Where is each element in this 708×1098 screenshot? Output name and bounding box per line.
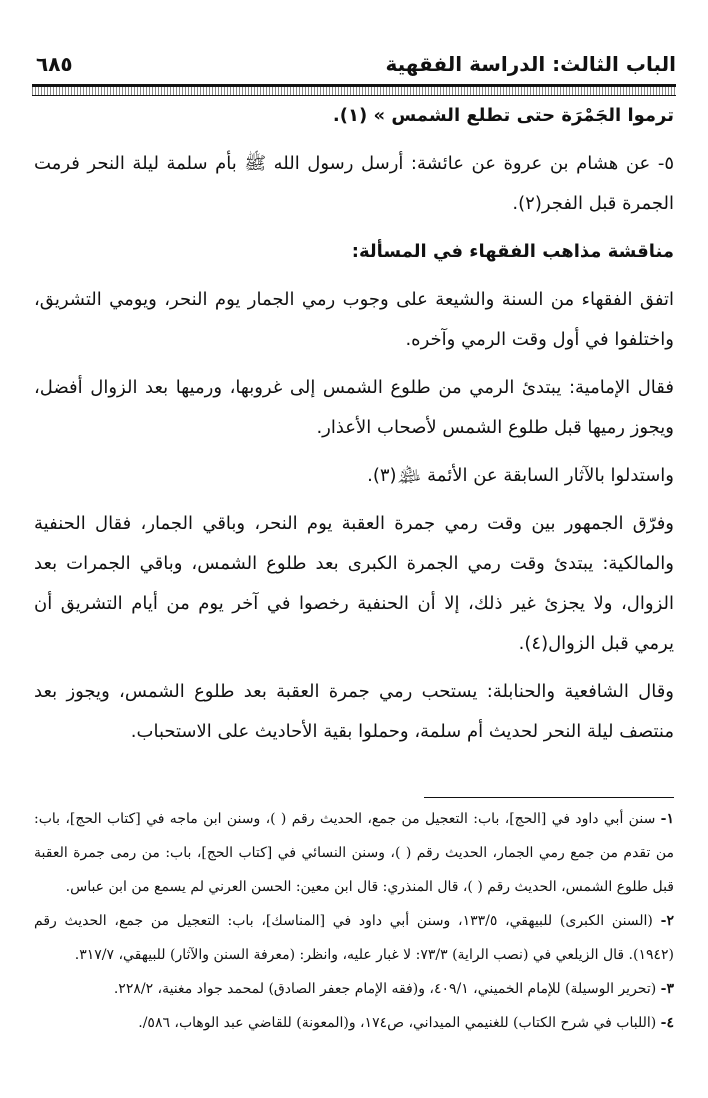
footnote-text: (اللباب في شرح الكتاب) للغنيمي الميداني، ص١٧٤، و(المعونة) للقاضي عبد الوهاب، ٥٨٦/. [138, 1015, 657, 1031]
footnote-1 [34, 802, 674, 904]
footnote-number: ٣- [660, 981, 674, 997]
footnote-text: (السنن الكبرى) للبيهقي، ١٣٣/٥، وسنن أبي داود في [المناسك]، باب: التعجيل من جمع، الحديث رقم (١٩٤٢). قال الزيلعي في (نصب الراية) ٧٣/٣: لا غبار عليه، وانظر: (معرفة السنن والآثار) للبيهقي، ٣١٧/٧. [34, 913, 674, 963]
footnote-text: سنن أبي داود في [الحج]، باب: التعجيل من جمع، الحديث رقم ( )، وسنن ابن ماجه في [كتاب الحج]، باب: من تقدم من جمع رمي الجمار، الحديث رقم ( )، وسنن النسائي في [كتاب الحج]، باب: من رمى جمرة العقبة قبل طلوع الشمس، الحديث رقم ( )، قال المنذري: قال ابن معين: الحسن العرني لم يسمع من ابن عباس. [34, 811, 674, 895]
footnote-separator [424, 797, 674, 798]
footnote-3 [34, 972, 674, 1006]
running-title: الباب الثالث: الدراسة الفقهية [385, 52, 676, 76]
paragraph-hadith-end: ترموا الجَمْرَة حتى تطلع الشمس » (١). [332, 105, 674, 126]
header-rule [32, 84, 676, 96]
footnote-number: ٤- [660, 1015, 674, 1031]
footnote-text: (تحرير الوسيلة) للإمام الخميني، ٤٠٩/١، و(فقه الإمام جعفر الصادق) لمحمد جواد مغنية، ٢٢٨/٢. [113, 981, 657, 997]
paragraph-imamiyya: فقال الإمامية: يبتدئ الرمي من طلوع الشمس إلى غروبها، ورميها بعد الزوال أفضل، ويجوز رميها قبل طلوع الشمس لأصحاب الأعذار. [34, 377, 674, 438]
paragraph-evidence: واستدلوا بالآثار السابقة عن الأئمة ﵈(٣). [367, 465, 674, 486]
footnote-number: ١- [660, 811, 674, 827]
paragraph-agreement: اتفق الفقهاء من السنة والشيعة على وجوب رمي الجمار يوم النحر، ويومي التشريق، واختلفوا في أول وقت الرمي وآخره. [34, 289, 674, 350]
footnote-4 [34, 1006, 674, 1040]
section-heading: مناقشة مذاهب الفقهاء في المسألة: [351, 241, 674, 262]
page-header [32, 48, 676, 88]
paragraph-majority: وفرّق الجمهور بين وقت رمي جمرة العقبة يوم النحر، وباقي الجمار، فقال الحنفية والمالكية: يبتدئ وقت رمي الجمرة الكبرى بعد طلوع الشمس، وباقي الجمرات بعد الزوال، ولا يجزئ غير ذلك، إلا أن الحنفية رخصوا في آخر يوم من أيام التشريق أن يرمي قبل الزوال(٤). [34, 513, 674, 654]
page-number: ٦٨٥ [36, 52, 73, 76]
footnotes [34, 802, 674, 1040]
paragraph-hadith-5: ٥- عن هشام بن عروة عن عائشة: أرسل رسول الله ﷺ بأم سلمة ليلة النحر فرمت الجمرة قبل الفجر(٢). [34, 153, 674, 214]
paragraph-shafii-hanbali: وقال الشافعية والحنابلة: يستحب رمي جمرة العقبة بعد طلوع الشمس، ويجوز بعد منتصف ليلة النحر لحديث أم سلمة، وحملوا بقية الأحاديث على الاستحباب. [34, 681, 674, 742]
main-text [34, 96, 674, 760]
footnote-2 [34, 904, 674, 972]
footnote-number: ٢- [660, 913, 674, 929]
